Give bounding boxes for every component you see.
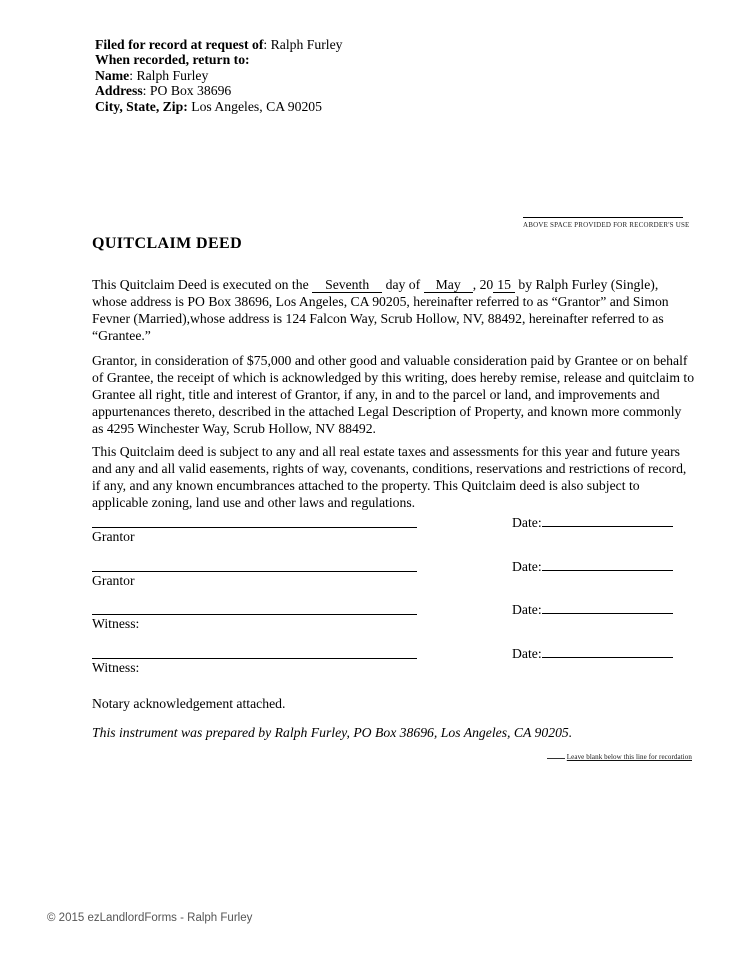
signature-line: [92, 658, 417, 659]
signature-label: Grantor: [92, 573, 135, 588]
recording-info-line-address: [95, 83, 342, 98]
year-blank: 15: [493, 277, 515, 293]
field-value: : Ralph Furley: [129, 67, 209, 83]
prepared-by-note: This instrument was prepared by Ralph Furley, PO Box 38696, Los Angeles, CA 90205.: [92, 725, 573, 740]
date-line: [542, 558, 673, 571]
execution-seg1: This Quitclaim Deed is executed on the: [92, 277, 313, 292]
notary-note: Notary acknowledgement attached.: [92, 696, 286, 711]
date-label: Date:: [512, 559, 542, 574]
field-value: Los Angeles, CA 90205: [187, 98, 322, 114]
execution-seg4: by Ralph Furley (Single), whose address is PO Box 38696, Los Angeles, CA 90205, hereinafter referred to as “Grantor” and Simon Fevner (Married),whose address is 124 Falcon Way, Scrub Hollow, NV, 88492, hereinafter referred to as “Grantee.”: [92, 277, 669, 343]
signature-label: Witness:: [92, 660, 140, 675]
recording-info-line-return: [95, 52, 342, 67]
signature-line: [92, 614, 417, 615]
execution-paragraph: [92, 276, 696, 344]
document-title: QUITCLAIM DEED: [92, 235, 243, 252]
recordation-note-block: [547, 746, 692, 764]
field-label: When recorded, return to:: [95, 52, 250, 68]
field-label: Address: [95, 83, 143, 99]
date-label: Date:: [512, 646, 542, 661]
signature-row-witness-1: [92, 601, 692, 635]
field-value: : Ralph Furley: [263, 37, 343, 52]
copyright-footer: © 2015 ezLandlordForms - Ralph Furley: [47, 912, 253, 924]
signature-line: [92, 571, 417, 572]
signature-label: Witness:: [92, 616, 140, 631]
date-group: [512, 514, 673, 530]
recordation-rule: [547, 750, 565, 759]
execution-seg2: day of: [382, 277, 424, 292]
day-blank: Seventh: [312, 277, 382, 293]
recordation-note: Leave blank below this line for recordation: [566, 753, 692, 761]
recording-info-line-city: [95, 99, 342, 114]
recording-info-line-filed: [95, 37, 342, 52]
signature-line: [92, 527, 417, 528]
date-group: [512, 601, 673, 617]
field-label: Filed for record at request of: [95, 37, 264, 52]
recorder-space: [523, 217, 688, 229]
field-value: : PO Box 38696: [142, 83, 232, 99]
date-label: Date:: [512, 602, 542, 617]
date-line: [542, 645, 673, 658]
field-label: City, State, Zip:: [95, 98, 188, 114]
subject-to-paragraph: This Quitclaim deed is subject to any and all real estate taxes and assessments for this year and future years and any and all valid easements, rights of way, covenants, conditions, reservations and restrictions of record, if any, and any known encumbrances attached to the property. This Quitclaim deed is also subject to applicable zoning, land use and other laws and regulations.: [92, 444, 687, 510]
execution-seg3: , 20: [472, 277, 494, 292]
recording-info-line-name: [95, 68, 342, 83]
signature-label: Grantor: [92, 529, 135, 544]
consideration-paragraph: Grantor, in consideration of $75,000 and other good and valuable consideration paid by Grantee or on behalf of Grantee, the receipt of which is acknowledged by this writing, does hereby remise, release and quitclaim to Grantee all right, title and interest of Grantor, if any, in and to the parcel or land, and improvements and appurtenances thereto, described in the attached Legal Description of Property, and known more commonly as 4295 Winchester Way, Scrub Hollow, NV 88492.: [92, 353, 695, 436]
recording-info-block: [95, 37, 342, 114]
signature-row-grantor-1: [92, 514, 692, 548]
date-line: [542, 514, 673, 527]
signature-row-grantor-2: [92, 558, 692, 592]
field-label: Name: [95, 67, 130, 83]
date-group: [512, 645, 673, 661]
date-label: Date:: [512, 515, 542, 530]
date-line: [542, 601, 673, 614]
recorder-space-rule: [523, 217, 683, 218]
signature-row-witness-2: [92, 645, 692, 679]
recorder-space-note: ABOVE SPACE PROVIDED FOR RECORDER'S USE: [523, 221, 690, 229]
month-blank: May: [424, 277, 473, 293]
date-group: [512, 558, 673, 574]
